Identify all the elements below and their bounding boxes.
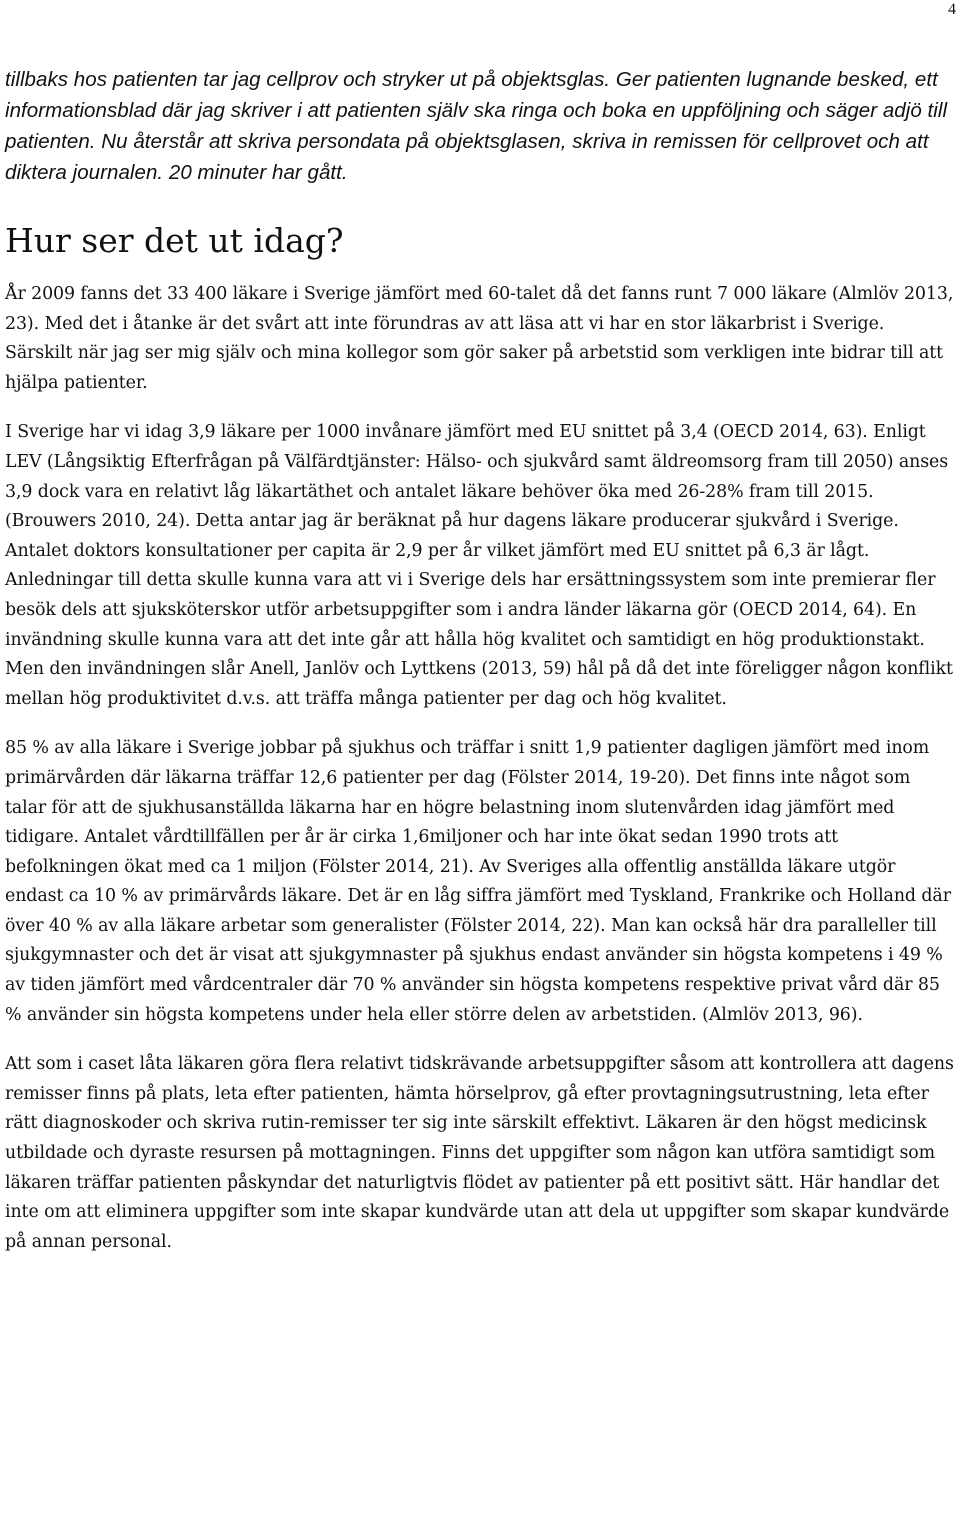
document-body: [5, 64, 955, 1257]
section-heading: Hur ser det ut idag?: [5, 221, 344, 260]
paragraph-task-efficiency: Att som i caset låta läkaren göra flera relativt tidskrävande arbetsuppgifter såsom att kontrollera att dagens remisser finns på plats, leta efter patienten, hämta hörselprov, gå efter provtagningsutrustning, leta efter rätt diagnoskoder och skriva rutin-remisser ter sig inte särskilt effektivt. Läkaren är den högst medicinsk utbildade och dyraste resursen på mottagningen. Finns det uppgifter som någon kan utföra samtidigt som läkaren träffar patienten påskyndar det naturligtvis flödet av patienter på ett positivt sätt. Här handlar det inte om att eliminera uppgifter som inte skapar kundvärde utan att dela ut uppgifter som skapar kundvärde på annan personal.: [5, 1054, 954, 1252]
paragraph-doctor-density: I Sverige har vi idag 3,9 läkare per 1000 invånare jämfört med EU snittet på 3,4 (OECD 2014, 63). Enligt LEV (Långsiktig Efterfrågan på Välfärdtjänster: Hälso- och sjukvård samt äldreomsorg fram till 2050) anses 3,9 dock vara en relativt låg läkartäthet och antalet läkare behöver öka med 26-28% fram till 2015. (Brouwers 2010, 24). Detta antar jag är beräknat på hur dagens läkare producerar sjukvård i Sverige. Antalet doktors konsultationer per capita är 2,9 per år vilket jämfört med EU snittet på 6,3 är lågt. Anledningar till detta skulle kunna vara att vi i Sverige dels har ersättningssystem som inte premierar fler besök dels att sjuksköterskor utför arbetsuppgifter som i andra länder läkarna gör (OECD 2014, 64). En invändning skulle kunna vara att det inte går att hålla hög kvalitet och samtidigt en hög produktionstakt. Men den invändningen slår Anell, Janlöv och Lyttkens (2013, 59) hål på då det inte föreligger någon konflikt mellan hög produktivitet d.v.s. att träffa många patienter per dag och hög kvalitet.: [5, 422, 953, 709]
paragraph-doctor-count: År 2009 fanns det 33 400 läkare i Sverige jämfört med 60-talet då det fanns runt 7 000 läkare (Almlöv 2013, 23). Med det i åtanke är det svårt att inte förundras av att läsa att vi har en stor läkarbrist i Sverige. Särskilt när jag ser mig själv och mina kollegor som gör saker på arbetstid som verkligen inte bidrar till att hjälpa patienter.: [5, 284, 954, 393]
page-number: 4: [948, 1, 956, 18]
intro-paragraph: tillbaks hos patienten tar jag cellprov och stryker ut på objektsglas. Ger patienten lugnande besked, ett informationsblad där jag skriver i att patienten själv ska ringa och boka en uppföljning och säger adjö till patienten. Nu återstår att skriva persondata på objektsglasen, skriva in remissen för cellprovet och att diktera journalen. 20 minuter har gått.: [5, 68, 948, 184]
paragraph-hospital-doctors: 85 % av alla läkare i Sverige jobbar på sjukhus och träffar i snitt 1,9 patienter dagligen jämfört med inom primärvården där läkarna träffar 12,6 patienter per dag (Fölster 2014, 19-20). Det finns inte något som talar för att de sjukhusanställda läkarna har en högre belastning inom slutenvården idag jämfört med tidigare. Antalet vårdtillfällen per år är cirka 1,6miljoner och har inte ökat sedan 1990 trots att befolkningen ökat med ca 1 miljon (Fölster 2014, 21). Av Sveriges alla offentlig anställda läkare utgör endast ca 10 % av primärvårds läkare. Det är en låg siffra jämfört med Tyskland, Frankrike och Holland där över 40 % av alla läkare arbetar som generalister (Fölster 2014, 22). Man kan också här dra paralleller till sjukgymnaster och det är visat att sjukgymnaster på sjukhus endast använder sin högsta kompetens i 49 % av tiden jämfört med vårdcentraler där 70 % använder sin högsta kompetens respektive privat vård där 85 % använder sin högsta kompetens under hela eller större delen av arbetstiden. (Almlöv 2013, 96).: [5, 738, 951, 1025]
